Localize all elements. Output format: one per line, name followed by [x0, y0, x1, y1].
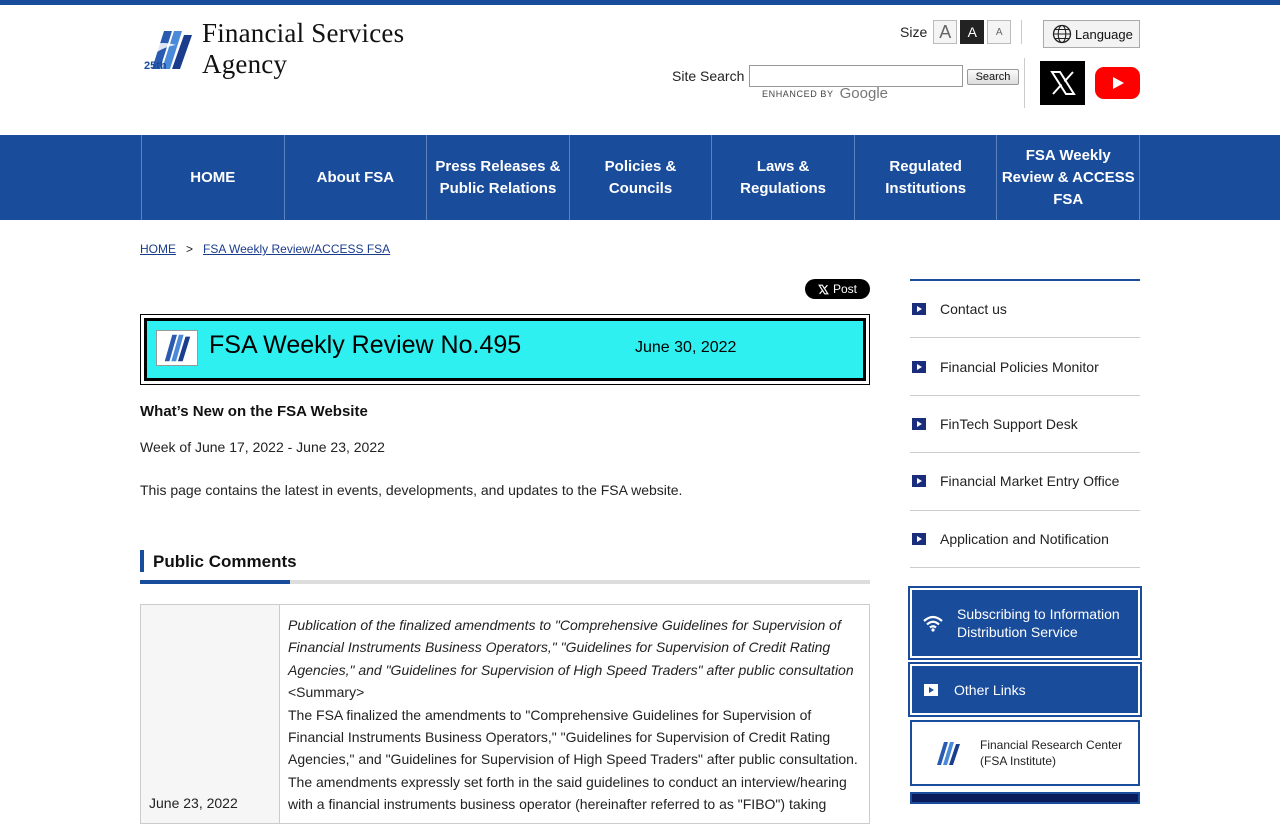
comment-summary-label: <Summary> [288, 684, 365, 701]
x-logo-icon [818, 284, 829, 295]
nav-home[interactable]: HOME [142, 135, 285, 220]
breadcrumb [140, 242, 390, 256]
heading-underline-accent [140, 580, 290, 584]
nav-laws-regulations[interactable]: Laws & Regulations [712, 135, 855, 220]
google-wordmark: Google [839, 85, 888, 102]
financial-research-center-link[interactable] [910, 720, 1140, 786]
heading-accent-bar [140, 550, 144, 572]
sidebar-item-label: Application and Notification [940, 530, 1109, 547]
size-label: Size [900, 24, 928, 40]
site-search-input[interactable] [749, 65, 963, 87]
x-logo-icon [1049, 69, 1077, 97]
size-small-button[interactable]: A [987, 20, 1011, 44]
youtube-play-icon [1110, 75, 1126, 91]
x-social-button[interactable] [1040, 61, 1085, 105]
site-search-label: Site Search [672, 68, 745, 84]
arrow-right-icon [912, 303, 926, 315]
week-range: Week of June 17, 2022 - June 23, 2022 [140, 439, 385, 455]
fsa-logo[interactable] [142, 18, 482, 79]
text-size-switcher [900, 20, 1011, 44]
enhanced-by-google [762, 85, 888, 102]
table-content-cell [280, 605, 869, 823]
page-description: This page contains the latest in events, developments, and updates to the FSA website. [140, 482, 683, 498]
weekly-review-title: FSA Weekly Review No.495 [209, 331, 522, 359]
x-post-button[interactable] [805, 279, 870, 299]
size-large-button[interactable]: A [933, 20, 957, 44]
subscribe-label: Subscribing to Information Distribution Service [957, 606, 1120, 640]
breadcrumb-separator: > [186, 242, 194, 256]
nav-about-fsa[interactable]: About FSA [285, 135, 428, 220]
other-links-button[interactable] [910, 664, 1140, 715]
breadcrumb-home-link[interactable]: HOME [140, 242, 176, 256]
frc-title: Financial Research Center [980, 738, 1123, 752]
other-links-label: Other Links [954, 681, 1026, 698]
public-comments-heading [140, 550, 870, 584]
search-button[interactable]: Search [967, 69, 1019, 85]
sidebar-item-label: Financial Policies Monitor [940, 358, 1099, 375]
arrow-right-icon [912, 418, 926, 430]
table-date-cell [141, 605, 280, 823]
header-divider [1021, 20, 1022, 44]
sidebar-item-fintech-support-desk[interactable] [910, 396, 1140, 453]
size-medium-button[interactable]: A [960, 20, 984, 44]
comment-title: Publication of the finalized amendments to "Comprehensive Guidelines for Supervision of Financial Instruments Business Operators," "Guidelines for Supervision of Credit Rating Agencies," and "Guidelines for Supervision of High Speed Traders" after public consultation [288, 617, 854, 678]
nav-policies-councils[interactable]: Policies & Councils [570, 135, 713, 220]
sidebar-item-market-entry-office[interactable] [910, 453, 1140, 510]
wifi-icon [922, 614, 944, 632]
global-nav [0, 135, 1280, 220]
sidebar-item-contact-us[interactable] [910, 281, 1140, 338]
nav-press-releases[interactable]: Press Releases & Public Relations [427, 135, 570, 220]
arrow-right-icon [912, 361, 926, 373]
comment-date: June 23, 2022 [149, 795, 238, 811]
globe-icon [1052, 24, 1072, 44]
nav-weekly-review[interactable]: FSA Weekly Review & ACCESS FSA [997, 135, 1140, 220]
weekly-review-date: June 30, 2022 [635, 339, 737, 356]
arrow-right-icon [924, 684, 938, 696]
header-divider [1024, 58, 1025, 108]
sidebar-links [910, 281, 1140, 568]
sidebar-item-label: FinTech Support Desk [940, 415, 1078, 432]
arrow-right-icon [912, 475, 926, 487]
x-post-label: Post [832, 282, 857, 296]
nav-regulated-institutions[interactable]: Regulated Institutions [855, 135, 998, 220]
fsa-mark-icon [932, 739, 964, 767]
frc-subtitle: (FSA Institute) [980, 754, 1057, 768]
language-label: Language [1075, 26, 1133, 42]
public-comments-table [140, 604, 870, 824]
sidebar-item-label: Contact us [940, 301, 1007, 318]
breadcrumb-current-link[interactable]: FSA Weekly Review/ACCESS FSA [203, 242, 391, 256]
sidebar-item-label: Financial Market Entry Office [940, 473, 1120, 490]
language-button[interactable] [1043, 20, 1140, 48]
fsa-logo-mark-icon [142, 25, 196, 73]
logo-badge: 25th [144, 60, 167, 72]
sidebar-item-application-notification[interactable] [910, 511, 1140, 568]
sidebar-item-financial-policies-monitor[interactable] [910, 338, 1140, 395]
enhanced-by-label: ENHANCED BY [762, 88, 834, 99]
weekly-review-title-box [140, 314, 870, 385]
logo-text: Financial Services Agency [202, 18, 405, 79]
fsa-mark-icon [156, 330, 198, 366]
youtube-button[interactable] [1095, 67, 1140, 99]
sidebar-banner-partial[interactable] [910, 792, 1140, 804]
subscribe-button[interactable] [910, 588, 1140, 658]
arrow-right-icon [912, 533, 926, 545]
comment-body: The FSA finalized the amendments to "Comprehensive Guidelines for Supervision of Financial Instruments Business Operators," "Guidelines for Supervision of Credit Rating Agencies," and "Guidelines for Supervision of High Speed Traders" after public consultation. The amendments expressly set forth in the said guidelines to conduct an interview/hearing with a financial instruments business operator (hereinafter referred to as "FIBO") taking [288, 706, 858, 813]
top-accent-line [0, 0, 1280, 5]
public-comments-title: Public Comments [153, 552, 297, 571]
whats-new-heading: What’s New on the FSA Website [140, 403, 368, 420]
